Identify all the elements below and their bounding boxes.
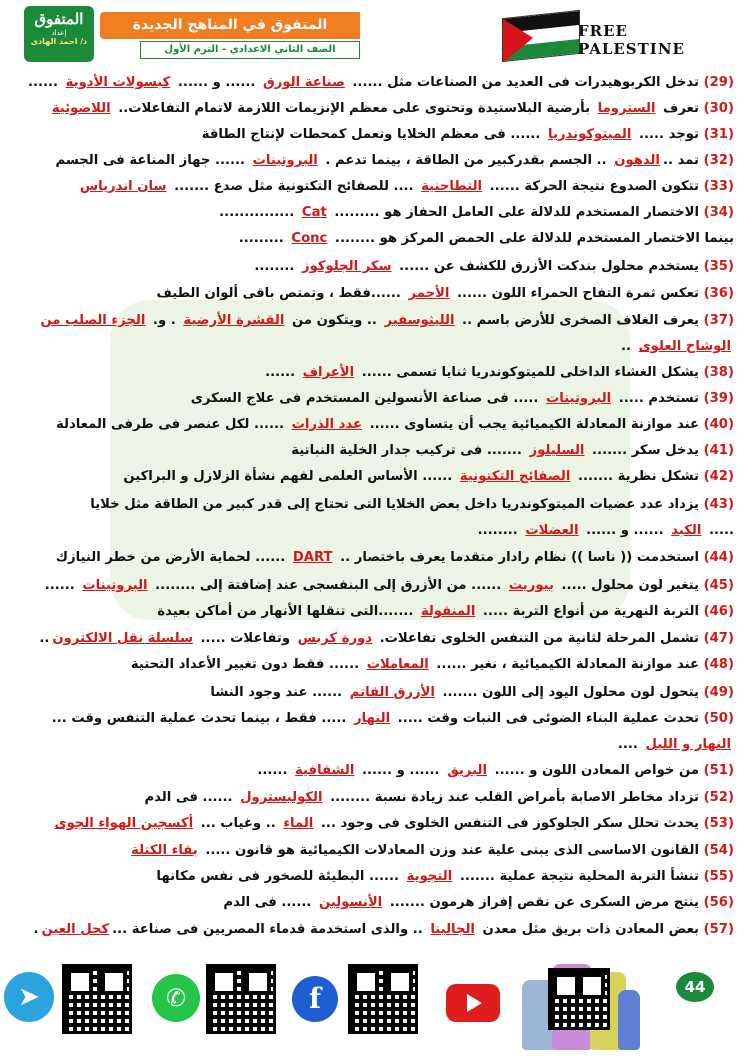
answer-text: التطاحنية: [421, 179, 483, 194]
question-text: ينتج مرض السكرى عن نقص إفراز هرمون .......: [385, 895, 699, 910]
question-text: .........: [238, 231, 289, 246]
question-text: ...... و ......: [173, 75, 261, 90]
answer-text: الجزء الصلب من: [40, 313, 146, 328]
question-line: [14, 919, 734, 941]
flag-text-palestine: PALESTINE: [578, 40, 685, 58]
question-number: (37): [698, 313, 734, 328]
question-number: (53): [698, 816, 734, 831]
question-number: (52): [698, 790, 734, 805]
flag-icon: [502, 10, 580, 62]
question-line: [14, 760, 734, 782]
question-line: [14, 787, 734, 809]
question-text: بعض المعادن ذات بريق مثل معدن: [477, 922, 699, 937]
question-text: تدخل الكربوهيدرات فى العديد من الصناعات مثل ......: [347, 75, 699, 90]
logo-line-1: إعداد: [51, 29, 67, 37]
question-text: .. ويتكون من: [287, 313, 382, 328]
question-line: [14, 708, 734, 730]
question-line: [14, 256, 734, 278]
question-text: ....: [617, 737, 643, 752]
question-text: ...... جهاز المناعة فى الجسم: [55, 153, 250, 168]
answer-text: سان اندرياس: [79, 179, 167, 194]
question-text: .. الجسم بقدركبير من الطاقة ، بينما تدعم .: [320, 153, 612, 168]
question-text: ..... فى صناعة الأنسولين المستخدم فى علاج السكرى: [190, 391, 544, 406]
answer-text: سلسلة نقل الالكترون: [52, 631, 193, 646]
answer-text: المعاملات: [366, 657, 429, 672]
question-text: ...... فى الدم: [144, 790, 238, 805]
qr-code-telegram[interactable]: [62, 964, 132, 1034]
answer-text: البروتينات: [252, 153, 318, 168]
question-text: ......فقط ، وتمتص باقى ألوان الطيف: [156, 286, 406, 301]
qr-code-whatsapp[interactable]: [206, 964, 276, 1034]
question-text: يزداد عدد عضيات الميتوكوندريا داخل بعض الخلايا التى تحتاج إلى قدر كبير من الطاقة مثل خلايا: [90, 497, 699, 512]
question-text: يتغير لون محلول .....: [556, 578, 699, 593]
question-text: ...... فى معظم الخلايا وتعمل كمحطات لإنتاج الطاقة: [201, 127, 546, 142]
question-text: ...... لحماية الأرض من خطر النيازك: [55, 550, 290, 565]
question-text: ...... الأساس العلمى لفهم نشأة الزلازل و البراكين: [123, 469, 457, 484]
question-text: ......: [257, 763, 293, 778]
question-number: (42): [698, 469, 734, 484]
question-text: تعرف: [658, 101, 699, 116]
answer-text: صناعة الورق: [263, 75, 345, 90]
answer-text: التجوية: [406, 869, 453, 884]
question-text: تشمل المرحلة لثانية من التنفس الخلوى تفاعلات.: [375, 631, 699, 646]
question-number: (54): [698, 843, 734, 858]
question-line: [14, 72, 734, 94]
question-line: [14, 466, 734, 488]
question-text: ..: [39, 631, 50, 646]
question-line: [14, 813, 734, 835]
answer-text: دورة كربس: [297, 631, 373, 646]
answer-text: المنقولة: [420, 604, 476, 619]
question-text: بينما الاختصار المستخدم للدلالة على الحمض المركز هو ........: [330, 231, 734, 246]
question-number: (40): [698, 417, 734, 432]
question-number: (35): [698, 259, 734, 274]
answer-text: الجالينا: [430, 922, 475, 937]
question-text: تشكل نظرية .......: [573, 469, 699, 484]
answer-text: الدهون: [614, 153, 660, 168]
question-number: (34): [698, 205, 734, 220]
question-line: [14, 336, 734, 358]
question-number: (57): [698, 922, 734, 937]
answer-text: النهار و الليل: [645, 737, 731, 752]
answer-text: الوشاح العلوى: [638, 339, 731, 354]
answer-text: اللاضوئية: [51, 101, 111, 116]
question-text: يشكل الغشاء الداخلى للميتوكوندريا ثنايا تسمى ......: [357, 365, 699, 380]
question-text: تستخدم .....: [614, 391, 699, 406]
question-line: [14, 124, 734, 146]
answer-text: سكر الجلوكوز: [301, 259, 392, 274]
palestine-flag-badge: [502, 8, 702, 60]
question-text: ........: [477, 523, 523, 538]
answer-text: Conc: [291, 231, 328, 246]
question-text: ...... عند وجود النشا: [210, 685, 347, 700]
page-number: 44: [676, 972, 714, 1002]
logo-name: المتفوق: [34, 10, 84, 28]
question-line: [14, 892, 734, 914]
question-number: (51): [698, 763, 734, 778]
question-text: .....: [704, 523, 734, 538]
question-text: يستخدم محلول بندكت الأزرق للكشف عن ......: [394, 259, 699, 274]
whatsapp-icon[interactable]: ✆: [152, 974, 200, 1022]
question-text: ...... فى الدم: [223, 895, 316, 910]
question-text: تزداد مخاطر الاصابة بأمراض القلب عند زيادة نسبة ........: [325, 790, 699, 805]
question-line: [14, 547, 734, 569]
question-text: استخدمت (( ناسا )) نظام رادار متقدما يعرف باختصار ..: [335, 550, 699, 565]
answer-text: الأحمر: [408, 286, 450, 301]
question-line: [14, 520, 734, 542]
question-line: [14, 202, 734, 224]
question-number: (30): [698, 101, 734, 116]
page-footer: [0, 950, 750, 1061]
question-number: (50): [698, 711, 734, 726]
page-subtitle: الصف الثاني الاعدادي - الترم الأول: [140, 41, 360, 59]
brand-logo: [24, 6, 94, 62]
answer-text: عدد الذرات: [291, 417, 363, 432]
question-number: (49): [698, 685, 734, 700]
question-line: [14, 98, 734, 120]
question-text: يدخل سكر .......: [587, 443, 699, 458]
telegram-icon[interactable]: ➤: [4, 972, 54, 1022]
answer-text: الأعراف: [302, 365, 355, 380]
question-text: .... للصفائح التكتونية مثل صدع .......: [169, 179, 419, 194]
answer-text: الشفافية: [295, 763, 355, 778]
question-number: (31): [698, 127, 734, 142]
question-text: وتفاعلات .....: [195, 631, 295, 646]
answer-text: القشرة الأرضية: [183, 313, 285, 328]
answer-text: أكسجين الهواء الجوى: [54, 816, 194, 831]
question-text: تعكس ثمرة التفاح الحمراء اللون ......: [452, 286, 699, 301]
question-number: (36): [698, 286, 734, 301]
question-line: [14, 682, 734, 704]
answer-text: بيوريت: [508, 578, 554, 593]
question-line: [14, 601, 734, 623]
logo-line-2: د/ احمد الهادى: [30, 37, 88, 46]
question-text: توجد .....: [634, 127, 699, 142]
question-line: [14, 176, 734, 198]
question-line: [14, 628, 734, 650]
question-line: [14, 228, 734, 250]
question-line: [14, 440, 734, 462]
question-text: القانون الاساسى الذى يبنى علية عند وزن المعادلات الكيميائية هو قانون .....: [200, 843, 699, 858]
question-text: .: [33, 922, 39, 937]
answer-text: DART: [292, 550, 333, 565]
question-number: (56): [698, 895, 734, 910]
question-text: يعرف الغلاف الصخرى للأرض باسم ..: [457, 313, 699, 328]
question-number: (46): [698, 604, 734, 619]
question-number: (47): [698, 631, 734, 646]
question-number: (33): [698, 179, 734, 194]
question-text: ...... فقط دون تغيير الأعداد التحتية: [130, 657, 364, 672]
question-text: ......: [44, 578, 80, 593]
question-number: (29): [698, 75, 734, 90]
question-number: (55): [698, 869, 734, 884]
question-text: ...... البطيئة للصخور فى نفس مكانها: [156, 869, 404, 884]
answer-text: الصفائح التكتونية: [459, 469, 571, 484]
question-text: ...... و ......: [357, 763, 445, 778]
question-number: (44): [698, 550, 734, 565]
flag-text-free: FREE: [578, 22, 628, 40]
answer-text: الميتوكوندريا: [548, 127, 632, 142]
youtube-icon[interactable]: [446, 984, 500, 1022]
answer-text: كبسولات الأدوية: [65, 75, 171, 90]
question-text: تحدث عملية البناء الضوئى فى النبات وقت .....: [393, 711, 699, 726]
question-text: ...............: [219, 205, 299, 220]
answer-text: الماء: [283, 816, 314, 831]
page-title: المتفوق في المناهج الجديدة: [100, 12, 360, 39]
question-line: [14, 388, 734, 410]
question-text: بأرضية البلاستيدة وتحتوى على معظم الإنزيمات اللازمة لاتمام التفاعلات..: [113, 101, 595, 116]
question-text: التربة النهرية من أنواع التربة .....: [478, 604, 699, 619]
question-number: (48): [698, 657, 734, 672]
question-line: [14, 494, 734, 516]
question-text: ...... و ......: [581, 523, 669, 538]
answer-text: كحل العين: [41, 922, 110, 937]
answer-text: البروتينات: [82, 578, 148, 593]
answer-text: الكوليسترول: [240, 790, 323, 805]
question-text: يحدث تحلل سكر الجلوكوز فى التنفس الخلوى فى وجود ...: [316, 816, 699, 831]
question-number: (43): [698, 497, 734, 512]
question-number: (32): [698, 153, 734, 168]
answer-text: بقاء الكتلة: [131, 843, 198, 858]
question-text: ..: [620, 339, 636, 354]
answer-text: العضلات: [525, 523, 579, 538]
question-text: يتحول لون محلول اليود إلى اللون .......: [437, 685, 699, 700]
question-text: تتكون الصدوع نتيجة الحركة ......: [485, 179, 699, 194]
answer-text: الأنسولين: [319, 895, 383, 910]
question-number: (38): [698, 365, 734, 380]
answer-text: الستروما: [597, 101, 656, 116]
facebook-icon[interactable]: f: [292, 976, 338, 1022]
question-text: .......التى تنقلها الأنهار من أماكن بعيدة: [157, 604, 418, 619]
question-text: .. والذى استخدمة قدماء المصريين فى صناعة ...: [112, 922, 428, 937]
question-text: عند موازنة المعادلة الكيميائية يجب أن يتساوى ......: [365, 417, 699, 432]
answer-text: البريق: [447, 763, 487, 778]
answer-text: البروتينات: [546, 391, 612, 406]
question-text: . و.: [148, 313, 181, 328]
question-text: عند موازنة المعادلة الكيميائية ، نغير ......: [431, 657, 699, 672]
question-text: ......: [265, 365, 300, 380]
answer-text: الكبد: [671, 523, 702, 538]
question-text: من خواص المعادن اللون و ......: [490, 763, 699, 778]
question-line: [14, 414, 734, 436]
question-line: [14, 866, 734, 888]
question-number: (41): [698, 443, 734, 458]
question-text: الاختصار المستخدم للدلالة على العامل الحفاز هو .........: [329, 205, 699, 220]
page-header: [0, 0, 750, 64]
question-text: ........: [254, 259, 299, 274]
answer-text: الأزرق القاتم: [349, 685, 435, 700]
question-line: [14, 283, 734, 305]
question-text: ...... لكل عنصر فى طرفى المعادلة: [56, 417, 289, 432]
answer-text: النهار: [353, 711, 391, 726]
question-text: ..... فقط ، بينما تحدث عملية التنفس وقت ...: [51, 711, 351, 726]
question-line: [14, 575, 734, 597]
answer-text: الليثوسفير: [384, 313, 455, 328]
qr-code-youtube[interactable]: [548, 968, 610, 1030]
question-line: [14, 310, 734, 332]
question-text: تمد ..: [662, 153, 699, 168]
question-line: [14, 840, 734, 862]
question-line: [14, 362, 734, 384]
question-number: (45): [698, 578, 734, 593]
question-text: ....... فى تركيب جدار الخلية النباتية: [291, 443, 527, 458]
qr-code-facebook[interactable]: [348, 964, 418, 1034]
question-text: ...... من الأزرق إلى البنفسجى عند إضافتة إلى ........: [150, 578, 506, 593]
answer-text: Cat: [301, 205, 327, 220]
question-number: (39): [698, 391, 734, 406]
question-line: [14, 654, 734, 676]
question-line: [14, 150, 734, 172]
question-text: تنشأ التربة المحلية نتيجة عملية .......: [455, 869, 699, 884]
question-text: .. وغياب ...: [196, 816, 281, 831]
question-text: ......: [28, 75, 63, 90]
answer-text: السليلوز: [529, 443, 585, 458]
question-line: [14, 734, 734, 756]
